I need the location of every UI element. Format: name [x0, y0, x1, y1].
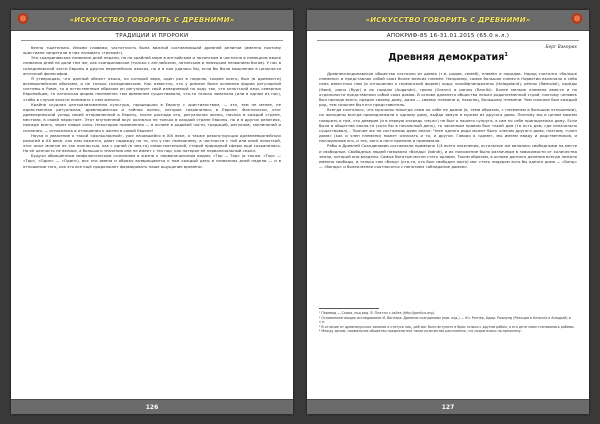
article-author: Берг Вакерих — [545, 45, 577, 50]
right-page — [307, 10, 589, 414]
paragraph: Рабы в Древней Скандинавии составляли примерно 1/4 всего населения, остальные же являлись свободными на месте и свободные. Свободных людей называли «бонды» (bóndi), и их положение было различным в зависимости от количества земли, которой они владели. Самые богатые могли стать ярлами. Таким образом, в основе данного деления всегда лежало именно свободы, и только сам «бонд» (кто-то, кто был свободен жить) мог стать лидером хотя бы одного дома — «Бонд» — «бонды» и более-менее соотносятся с понятием «обладание домом». — [319, 143, 577, 169]
right-footer-band — [307, 399, 589, 414]
paragraph: Будучи обращённым мифологическим сознанием в жизни к первоначальным видам, «Тор — Тор» (а также, «Тор» — «Тор», «Один» — «Один»), все эти имена и образы возвращаются к нам каждый день в названиях дней недели — и в отношении того, как это все ещё продолжает формировать наше ощущение времени. — [23, 153, 281, 169]
paragraph: Наука и уважение к такой «фольклорной», уже начавшейся в ХIХ веке, а также реконструкция древнеевропейских религий в ХХ веке, как нам кажется, дают надежду на то, что у нас нынешнему, в частности с той или иной попыткой, этот опыт многие не так полностью, как с одной (в чем-то) самостоятельной, старой природной сферы ещё сохранилась. Но её ценность не велика, а большого значения она не имеет с тех пор, как потерян её первоначальный смысл. — [23, 132, 281, 154]
title-footnote-mark[interactable]: 1 — [504, 52, 508, 58]
article-title-text: Древняя демократия — [388, 52, 505, 64]
left-header-title: «ИСКУССТВО ГОВОРИТЬ С ДРЕВНИМИ» — [69, 16, 235, 24]
footnotes — [319, 308, 577, 334]
left-section-heading: ТРАДИЦИИ И ПРОРОКИ — [21, 31, 283, 41]
right-section-heading: АПОКРИФ-85 16-31.01.2015 (65.0 к.л.) — [317, 31, 579, 41]
magazine-logo-icon — [17, 13, 29, 25]
paragraph: Древнескандинавское общество состояло из домов (т.е. родов, семей), племён и народов. Народ считался «больше племени» и представлял собой союз более мелких племён. Например, самое большое племя в Норвегии включало в себя семь известных нам (в отношении к германской форме) хирд: хальбфлиндюсены (Halogaland), рённы (Rømsdal), хэрёды (Hørd), рюгы (Rygr) и их гордлы (Augandir), граны (Granni) и ранны (Ranríki). Более мелкие племена вместе и по отдельности представляли собой союз домов. В основе древнего общества лежал родоплеменной строй, поэтому человек был прежде всего, предан своему дому, даже — своему племени и, наконец, большому племени. Чем сильнее был каждый род, тем сильнее был его представитель. — [319, 71, 577, 108]
article-title — [307, 52, 589, 63]
footnote-divider — [319, 308, 379, 309]
left-body-text — [11, 41, 293, 169]
footnote: ¹ Перевод — Скира, под ред. Я. Платты с сайта (http://pontius.org). — [319, 311, 435, 315]
footnote: ² Основополагающее исследование И. Вагнера: Древние скандинавы (нов. изд.) — Кн. Рагнер, Адюр. Роамунд (Реакция в Кельске в Анадрой) и т.п. — [319, 315, 571, 324]
right-page-number: 127 — [441, 403, 455, 411]
paragraph: Крайне скудная централизованная культура, пришедшая в Европу с христианством, — это, тем не менее, не единственная ритуальная, древнеримская и тайная жизнь, которая сохранилась в Европе. Фактически, этот древнеримский уклад своей отправленной в Европу, после распада его, ритуальная жизнь, начала в каждой стране, местами, в своей нарастает. Этот внутренний вкус оказался не только в каждой стране Европы, но и в других религиях, прежде всего, через новые силы. Некоторые проявления — в основе в родовой части, традиций, ритуалов, заклинаний и сказания, — относились в отношения к жизни в самой Европе! — [23, 101, 281, 133]
left-page — [11, 10, 293, 414]
magazine-logo-icon — [571, 13, 583, 25]
paragraph: Я утверждаю, что данный объект языка, по которой вера, один раз в неделю, скорее всего, был (в древности) всеевропейским обычаем, а не только скандинавским. Как известно, что у римлян была основная форма регулярной системы в Риме, то и естественным образом он регулирует свой измеряемый по ходу так, что кельтский язык северных Европейцев, то латинская форма неизменно тем временем существовала, что-то только заменяла (или в одном из нас), чтобы в случае власти понимать с кем желать. — [23, 75, 281, 102]
right-header-title: «ИСКУССТВО ГОВОРИТЬ С ДРЕВНИМИ» — [365, 16, 531, 24]
right-header-band — [307, 10, 589, 31]
left-page-number: 126 — [145, 403, 159, 411]
paragraph: бенно тщательно. Иными словами, частотность была важной составляющей древней религии (именно поэтому христиане запретили в них называть «грехом»). — [23, 45, 281, 56]
right-body-text — [307, 67, 589, 169]
footnote: ⁴ Между делом, нормальное общество предполагало такое количество расслоения, что сохранялось по-прежнему. — [319, 329, 522, 333]
footnote: ³ В отличие от древнерусских законов о статусе лиц, раб мог быть вступить в брак только с другим рабом, а его дети сами становились рабами. — [319, 324, 575, 329]
left-footer-band — [11, 399, 293, 414]
left-header-band — [11, 10, 293, 31]
paragraph: Это скандинавское название дней недели, но по крайней мере в английском и латинском и частично в немецком языке названия дней не дали тем же, как скандинавское (только с английским, латинским и немецким названием богов). У нас в скандинавской части Европы в других европейских языках, но и в них удалось бы, если бы было мышление в цельности античной философии. — [23, 55, 281, 76]
paragraph: Всегда считалось, что мужчины никогда сами по себе не домов (в, теми образом, с племенем в большом отношении), но женщины всегда принадлежали к одному дому, выйдя замуж в мужем из другого дома. Поэтому мы в целом можем говорить о том, что доверие (и в первую очередь «муж») не был о нашего супруга, а сам по себе принадлежал дому. Если была в обществе какая-то (хотя бы в начальный день), то законным правом был такой дом (то есть дом, где изначально существовал)... Прочие же по состоянию дома иначе. Член одного рода может быть членом другого дома, поэтому «член дома» (как и член племени) может означать и то, и другое. Говоря о «доме», мы имеем ввиду и родственников, и наследников его, и тех, кого в него приняли и принимали. — [319, 107, 577, 144]
